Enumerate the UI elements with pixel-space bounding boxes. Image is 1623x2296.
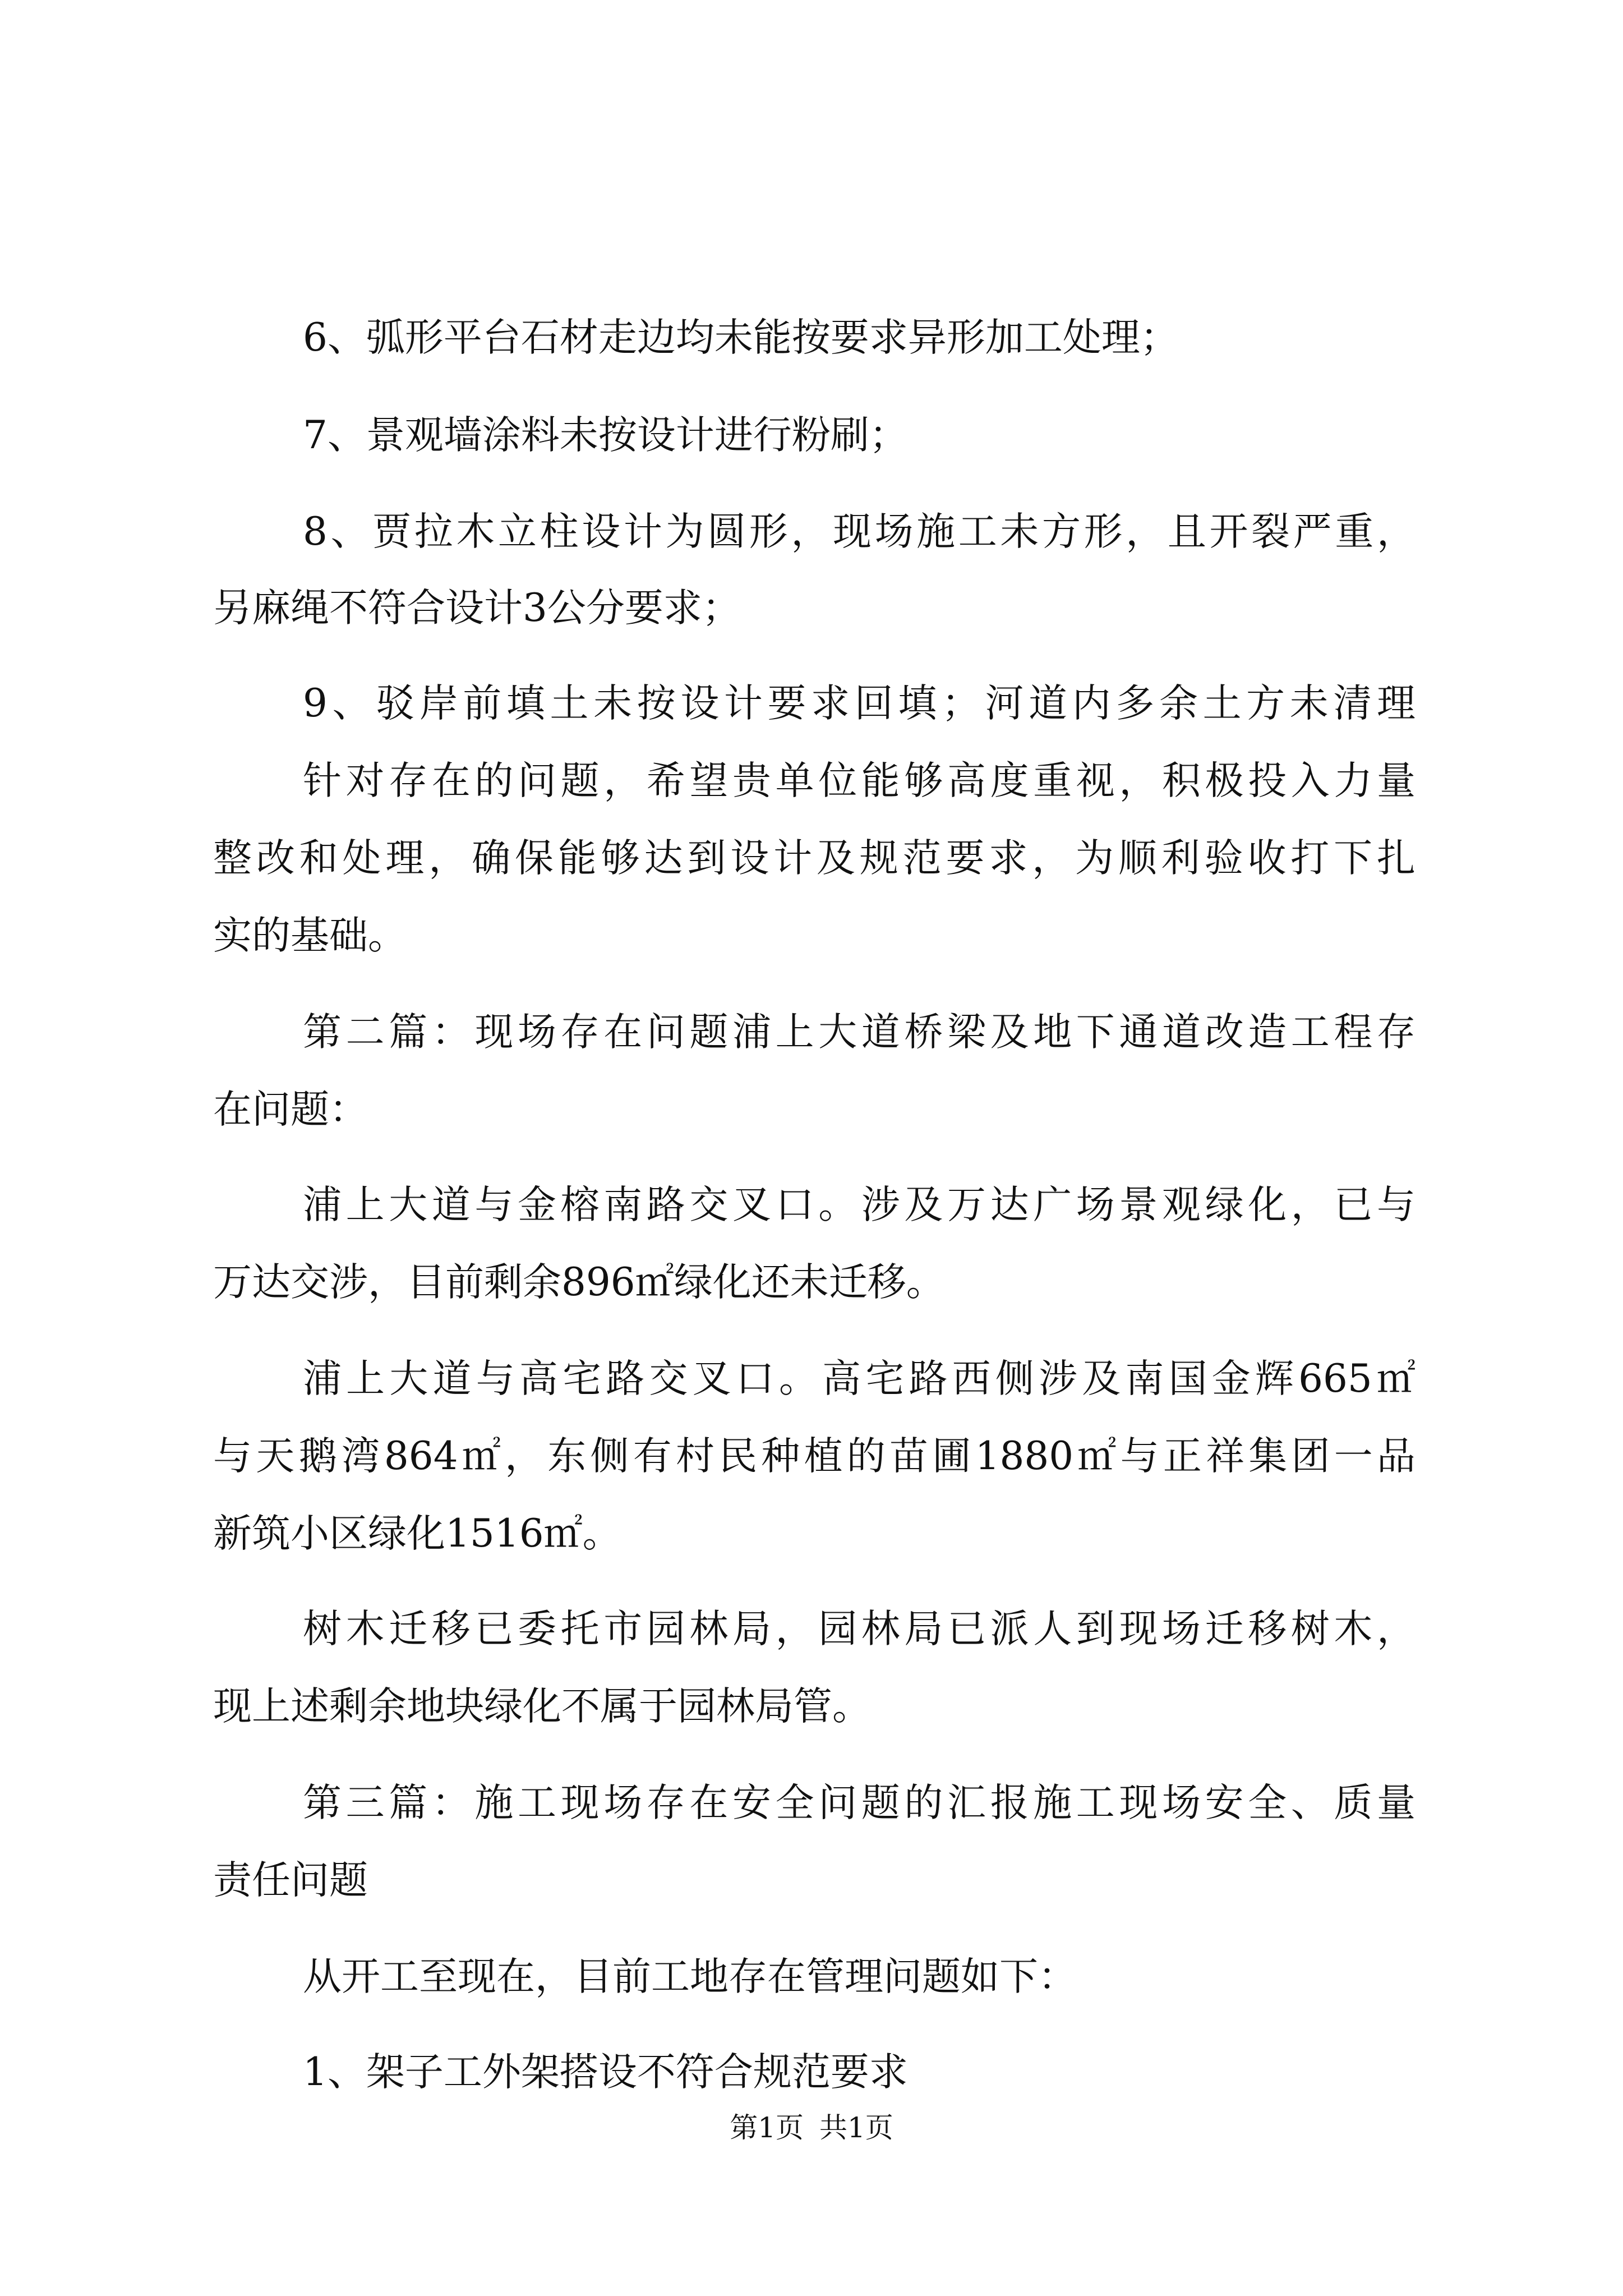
paragraph-1-line-3: 实的基础。 [213,913,407,958]
paragraph-3-line-2: 与天鹅湾864㎡，东侧有村民种植的苗圃1880㎡与正祥集团一品 [213,1434,1415,1479]
section-3-heading-line-1: 第三篇：施工现场存在安全问题的汇报施工现场安全、质量 [303,1780,1415,1825]
paragraph-4-line-2: 现上述剩余地块绿化不属于园林局管。 [213,1684,871,1729]
list-item-9: 9、驳岸前填土未按设计要求回填；河道内多余土方未清理 [303,681,1415,726]
paragraph-4-line-1: 树木迁移已委托市园林局，园林局已派人到现场迁移树木， [303,1607,1415,1651]
page-number: 第1页 [730,2111,804,2144]
page-footer [0,2111,1623,2144]
list-item-6: 6、弧形平台石材走边均未能按要求异形加工处理； [303,315,1179,360]
list-item-1: 1、架子工外架搭设不符合规范要求 [303,2050,908,2095]
paragraph-1-line-2: 整改和处理，确保能够达到设计及规范要求，为顺利验收打下扎 [213,836,1415,881]
list-item-8-line-2: 另麻绳不符合设计3公分要求； [213,586,741,631]
paragraph-5: 从开工至现在，目前工地存在管理问题如下： [303,1954,1077,1999]
list-item-8-line-1: 8、贾拉木立柱设计为圆形，现场施工未方形，且开裂严重， [303,509,1415,554]
paragraph-3-line-1: 浦上大道与高宅路交叉口。高宅路西侧涉及南国金辉665㎡ [303,1356,1415,1401]
paragraph-2-line-1: 浦上大道与金榕南路交叉口。涉及万达广场景观绿化，已与 [303,1182,1415,1227]
section-3-heading-line-2: 责任问题 [213,1858,368,1903]
page-total: 共1页 [819,2111,893,2144]
paragraph-3-line-3: 新筑小区绿化1516㎡。 [213,1511,621,1556]
section-2-heading-line-2: 在问题： [213,1087,368,1132]
list-item-7: 7、景观墙涂料未按设计进行粉刷； [303,413,908,458]
section-2-heading-line-1: 第二篇：现场存在问题浦上大道桥梁及地下通道改造工程存 [303,1010,1415,1055]
paragraph-2-line-2: 万达交涉，目前剩余896㎡绿化还未迁移。 [213,1260,945,1305]
paragraph-1-line-1: 针对存在的问题，希望贵单位能够高度重视，积极投入力量 [303,758,1415,803]
